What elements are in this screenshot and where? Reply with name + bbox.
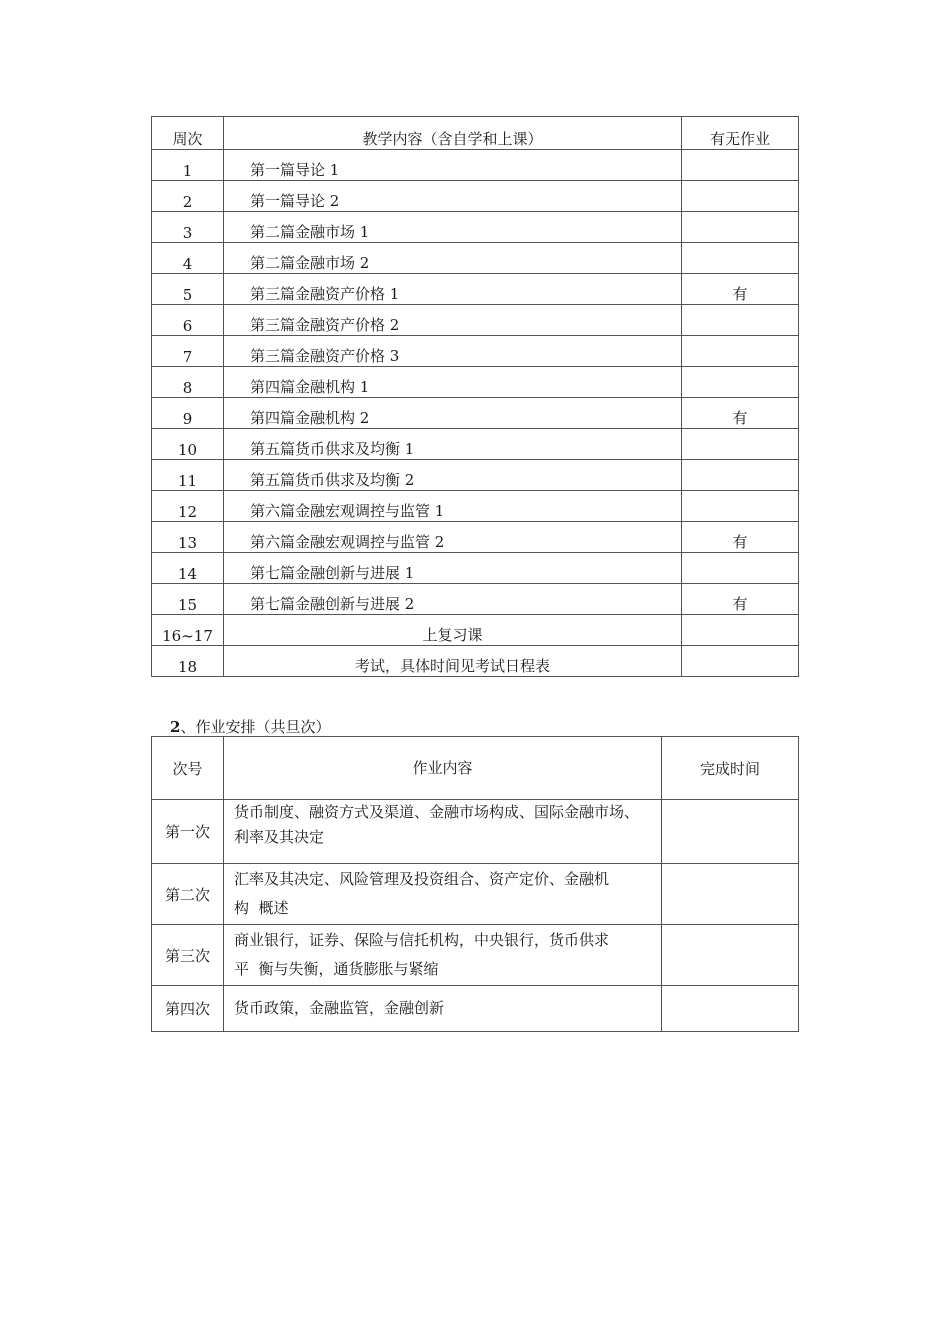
table-row (152, 243, 799, 274)
content-cell: 第一篇导论 2 (224, 181, 682, 212)
header-content: 作业内容 (224, 737, 662, 800)
homework-cell: 有 (682, 522, 799, 553)
header-no: 次号 (152, 737, 224, 800)
header-week: 周次 (152, 117, 224, 150)
content-cell: 考试，具体时间见考试日程表 (224, 646, 682, 677)
time-cell (662, 925, 799, 986)
homework-cell (682, 305, 799, 336)
table-row (152, 367, 799, 398)
week-cell: 16~17 (152, 615, 224, 646)
week-cell: 11 (152, 460, 224, 491)
homework-section-title (170, 716, 330, 737)
no-cell: 第三次 (152, 925, 224, 986)
no-cell: 第四次 (152, 986, 224, 1032)
content-line: 构 概述 (234, 899, 289, 917)
table-row (152, 181, 799, 212)
content-cell: 第七篇金融创新与进展 2 (224, 584, 682, 615)
homework-cell: 有 (682, 584, 799, 615)
table-row (152, 150, 799, 181)
table-row (152, 615, 799, 646)
homework-cell (682, 336, 799, 367)
table-row (152, 305, 799, 336)
table-row (152, 212, 799, 243)
week-cell: 4 (152, 243, 224, 274)
table-row (152, 646, 799, 677)
homework-cell: 有 (682, 274, 799, 305)
table-row (152, 460, 799, 491)
table-row (152, 398, 799, 429)
table-row (152, 522, 799, 553)
teaching-schedule-table (151, 116, 799, 677)
week-cell: 15 (152, 584, 224, 615)
week-cell: 5 (152, 274, 224, 305)
content-line: 货币政策，金融监管，金融创新 (234, 999, 445, 1017)
content-cell: 第一篇导论 1 (224, 150, 682, 181)
homework-cell (682, 646, 799, 677)
homework-cell (682, 553, 799, 584)
content-cell: 第四篇金融机构 2 (224, 398, 682, 429)
content-cell (224, 925, 662, 986)
content-cell: 第五篇货币供求及均衡 2 (224, 460, 682, 491)
content-cell: 第三篇金融资产价格 2 (224, 305, 682, 336)
homework-cell (682, 150, 799, 181)
header-content: 教学内容（含自学和上课） (224, 117, 682, 150)
header-time: 完成时间 (662, 737, 799, 800)
table-row (152, 429, 799, 460)
homework-cell: 有 (682, 398, 799, 429)
homework-cell (682, 491, 799, 522)
week-cell: 7 (152, 336, 224, 367)
table-row (152, 584, 799, 615)
content-cell: 第三篇金融资产价格 3 (224, 336, 682, 367)
table-row (152, 553, 799, 584)
content-cell: 上复习课 (224, 615, 682, 646)
week-cell: 8 (152, 367, 224, 398)
homework-cell (682, 181, 799, 212)
homework-cell (682, 460, 799, 491)
content-line: 汇率及其决定、风险管理及投资组合、资产定价、金融机 (234, 870, 610, 888)
week-cell: 12 (152, 491, 224, 522)
homework-table (151, 736, 799, 1032)
table-row (152, 274, 799, 305)
week-cell: 13 (152, 522, 224, 553)
week-cell: 9 (152, 398, 224, 429)
week-cell: 2 (152, 181, 224, 212)
content-line: 货币制度、融资方式及渠道、金融市场构成、国际金融市场、 (234, 803, 640, 821)
week-cell: 14 (152, 553, 224, 584)
content-cell (224, 800, 662, 864)
content-cell: 第六篇金融宏观调控与监管 2 (224, 522, 682, 553)
schedule-header-row (152, 117, 799, 150)
homework-cell (682, 243, 799, 274)
homework-cell (682, 212, 799, 243)
no-cell: 第二次 (152, 864, 224, 925)
week-cell: 10 (152, 429, 224, 460)
homework-cell (682, 429, 799, 460)
section-title-text: 、作业安排（共旦次） (180, 718, 331, 736)
table-row (152, 336, 799, 367)
week-cell: 1 (152, 150, 224, 181)
week-cell: 6 (152, 305, 224, 336)
content-cell: 第六篇金融宏观调控与监管 1 (224, 491, 682, 522)
content-cell (224, 986, 662, 1032)
homework-header-row (152, 737, 799, 800)
time-cell (662, 800, 799, 864)
content-cell: 第二篇金融市场 2 (224, 243, 682, 274)
homework-cell (682, 615, 799, 646)
content-cell: 第四篇金融机构 1 (224, 367, 682, 398)
table-row (152, 986, 799, 1032)
content-line: 平 衡与失衡，通货膨胀与紧缩 (234, 960, 439, 978)
content-cell: 第二篇金融市场 1 (224, 212, 682, 243)
week-cell: 18 (152, 646, 224, 677)
time-cell (662, 986, 799, 1032)
table-row (152, 491, 799, 522)
section-number: 2 (170, 718, 181, 736)
no-cell: 第一次 (152, 800, 224, 864)
content-cell (224, 864, 662, 925)
content-cell: 第五篇货币供求及均衡 1 (224, 429, 682, 460)
time-cell (662, 864, 799, 925)
table-row (152, 864, 799, 925)
content-line: 利率及其决定 (234, 828, 325, 846)
table-row (152, 800, 799, 864)
content-cell: 第七篇金融创新与进展 1 (224, 553, 682, 584)
content-cell: 第三篇金融资产价格 1 (224, 274, 682, 305)
table-row (152, 925, 799, 986)
week-cell: 3 (152, 212, 224, 243)
content-line: 商业银行，证券、保险与信托机构，中央银行，货币供求 (234, 931, 610, 949)
homework-cell (682, 367, 799, 398)
header-homework: 有无作业 (682, 117, 799, 150)
